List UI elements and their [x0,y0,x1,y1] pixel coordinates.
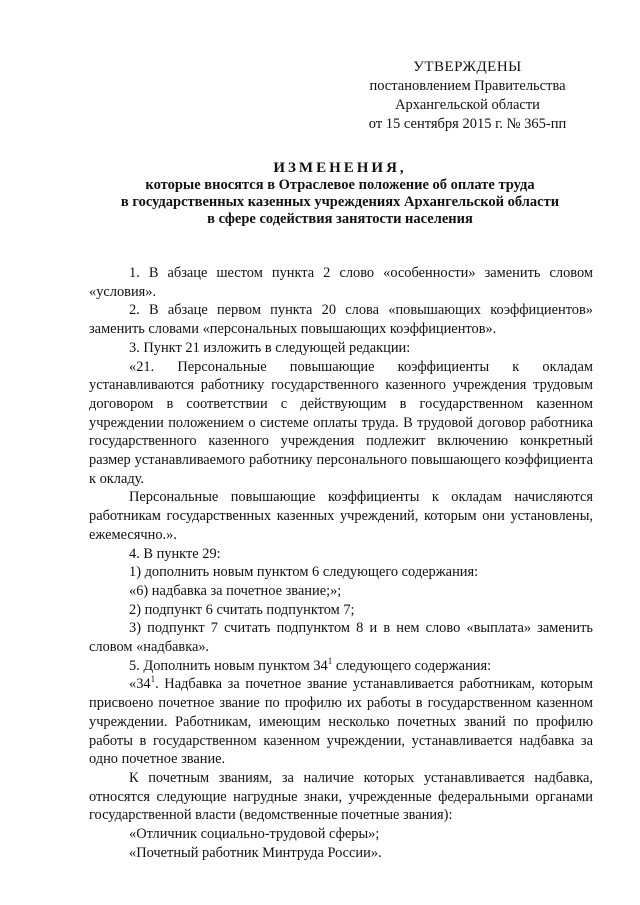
heading-line-3: в сфере содействия занятости населения [207,211,473,227]
paragraph-8: «6) надбавка за почетное звание;»; [129,582,342,599]
paragraph-10: 3) подпункт 7 считать подпунктом 8 и в нем слово «выплата» заменить словом «надбавка». [89,620,593,656]
paragraph-11-superscript: 1 [327,655,333,666]
heading-line-2: в государственных казенных учреждениях Архангельской области [120,194,560,210]
paragraph-14: «Отличник социально-трудовой сферы»; [129,826,380,843]
paragraph-13: К почетным званиям, за наличие которых устанавливается надбавка, относятся следующие нагрудные знаки, учрежденные федеральными органами государственной власти (ведомственные почетные звания): [89,769,593,824]
heading-line-1: которые вносятся в Отраслевое положение об оплате труда [145,177,535,193]
document-heading [80,160,600,228]
document-body [89,264,593,863]
approval-stamp [340,58,595,134]
paragraph-6: 4. В пункте 29: [129,545,221,562]
paragraph-12-superscript: 1 [150,674,156,685]
approval-title: УТВЕРЖДЕНЫ [413,59,522,75]
heading-title: ИЗМЕНЕНИЯ, [273,160,407,176]
paragraph-7: 1) дополнить новым пунктом 6 следующего содержания: [129,564,479,581]
paragraph-12 [89,675,593,769]
paragraph-4: «21. Персональные повышающие коэффициенты к окладам устанавливаются работнику государственного казенного учреждения трудовым договором в соответствии с действующим в государственном казенном учреждении положением о системе оплаты труда. В трудовой договор работника государственного казенного учреждения подлежит включению конкретный размер устанавливаемого работнику персонального повышающего коэффициента к окладу. [89,358,593,487]
paragraph-11 [89,657,593,676]
paragraph-12-end: . Надбавка за почетное звание устанавливается работникам, которым присвоено почетное звание по профилю их работы в государственном казенном учреждении. Работникам, имеющим несколько почетных званий по профилю работы в государственном казенном учреждении, устанавливается надбавка за одно почетное звание. [89,676,593,768]
paragraph-9: 2) подпункт 6 считать подпунктом 7; [129,601,355,618]
paragraph-1: 1. В абзаце шестом пункта 2 слово «особенности» заменить словом «условия». [89,265,593,300]
approval-line-3: от 15 сентября 2015 г. № 365-пп [368,116,567,132]
paragraph-2: 2. В абзаце первом пункта 20 слова «повышающих коэффициентов» заменить словами «персональных повышающих коэффициентов». [89,302,593,338]
paragraph-11-start: 5. Дополнить новым пунктом 34 [129,657,328,674]
approval-line-2: Архангельской области [395,97,540,113]
paragraph-15: «Почетный работник Минтруда России». [129,844,382,861]
paragraph-3: 3. Пункт 21 изложить в следующей редакции: [129,339,411,356]
paragraph-5: Персональные повышающие коэффициенты к окладам начисляются работникам государственных казенных учреждений, которым они установлены, ежемесячно.». [89,489,593,543]
approval-line-1: постановлением Правительства [369,78,566,94]
paragraph-12-start: «34 [129,676,151,693]
paragraph-11-end: следующего содержания: [332,657,492,674]
